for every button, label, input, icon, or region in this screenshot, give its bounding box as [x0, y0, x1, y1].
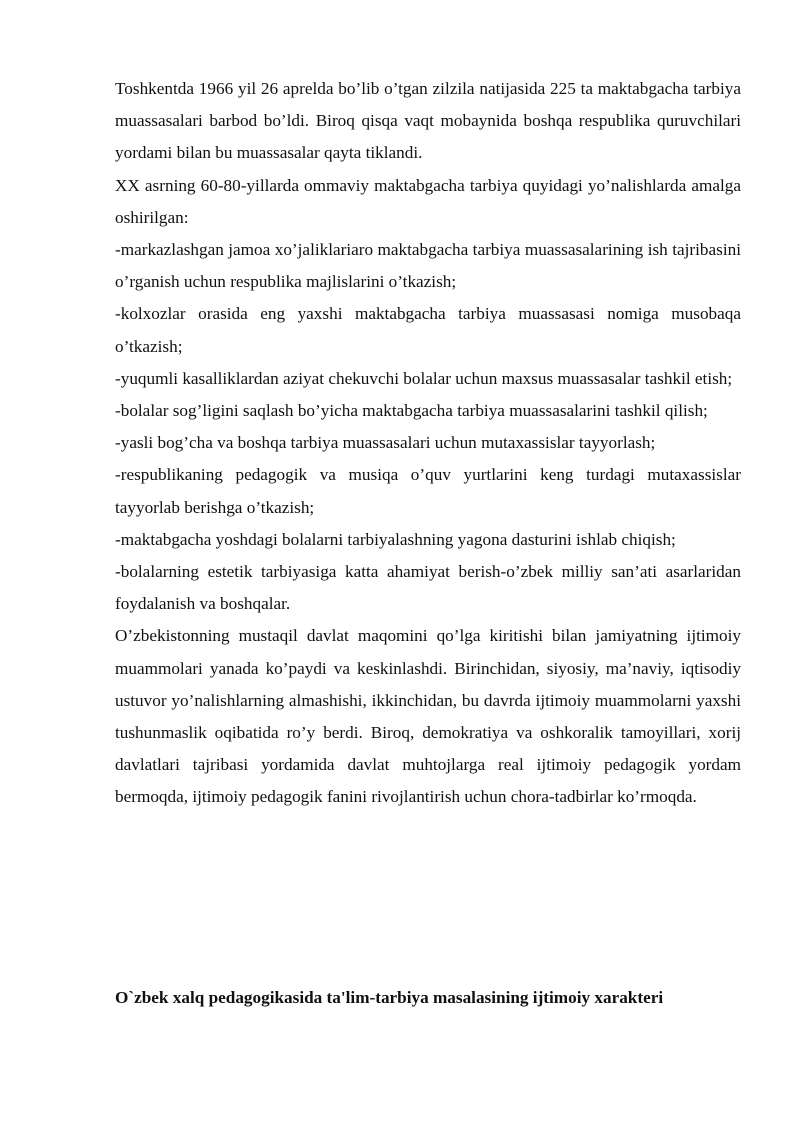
list-item-unified-program: -maktabgacha yoshdagi bolalarni tarbiyalashning yagona dasturini ishlab chiqish; — [115, 529, 676, 549]
list-item-special-institutions: -yuqumli kasalliklardan aziyat chekuvchi bolalar uchun maxsus muassasalar tashkil etish; — [115, 368, 733, 388]
list-item-health-institutions: -bolalar sog’ligini saqlash bo’yicha maktabgacha tarbiya muassasalarini tashkil qilish; — [115, 401, 708, 421]
list-item-aesthetic-education: -bolalarning estetik tarbiyasiga katta ahamiyat berish-o’zbek milliy san’ati asarlaridan foydalanish va boshqalar. — [115, 562, 741, 614]
list-item-competition: -kolxozlar orasida eng yaxshi maktabgacha tarbiya muassasasi nomiga musobaqa o’tkazish; — [115, 304, 741, 356]
list-item-experience-meetings: -markazlashgan jamoa xo’jaliklariaro maktabgacha tarbiya muassasalarining ish tajribasini o’rganish uchun respublika majlislarini o’tkazish; — [115, 240, 741, 292]
section-heading: O`zbek xalq pedagogikasida ta'lim-tarbiya masalasining ijtimoiy xarakteri — [115, 988, 664, 1007]
list-item-specialist-training: -yasli bog’cha va boshqa tarbiya muassasalari uchun mutaxassislar tayyorlash; — [115, 433, 656, 453]
list-item-pedagogical-schools: -respublikaning pedagogik va musiqa o’quv yurtlarini keng turdagi mutaxassislar tayyorlab berishga o’tkazish; — [115, 465, 741, 517]
paragraph-independence: O’zbekistonning mustaqil davlat maqomini qo’lga kiritishi bilan jamiyatning ijtimoiy muammolari yanada ko’paydi va keskinlashdi. Birinchidan, siyosiy, ma’naviy, iqtisodiy ustuvor yo’nalishlarning almashishi, ikkinchidan, bu davrda ijtimoiy muammolarni yaxshi tushunmaslik oqibatida ro’y berdi. Biroq, demokratiya va oshkoralik tamoyillari, xorij davlatlari tajribasi yordamida davlat muhtojlarga real ijtimoiy pedagogik yordam bermoqda, ijtimoiy pedagogik fanini rivojlantirish uchun chora-tadbirlar ko’rmoqda. — [115, 626, 741, 807]
paragraph-earthquake: Toshkentda 1966 yil 26 aprelda bo’lib o’tgan zilzila natijasida 225 ta maktabgacha tarbiya muassasalari barbod bo’ldi. Biroq qisqa vaqt mobaynida boshqa respublika quruvchilari yordami bilan bu muassasalar qayta tiklandi. — [115, 79, 741, 163]
paragraph-intro-directions: XX asrning 60-80-yillarda ommaviy maktabgacha tarbiya quyidagi yo’nalishlarda amalga oshirilgan: — [115, 175, 741, 227]
body-text — [115, 73, 741, 814]
